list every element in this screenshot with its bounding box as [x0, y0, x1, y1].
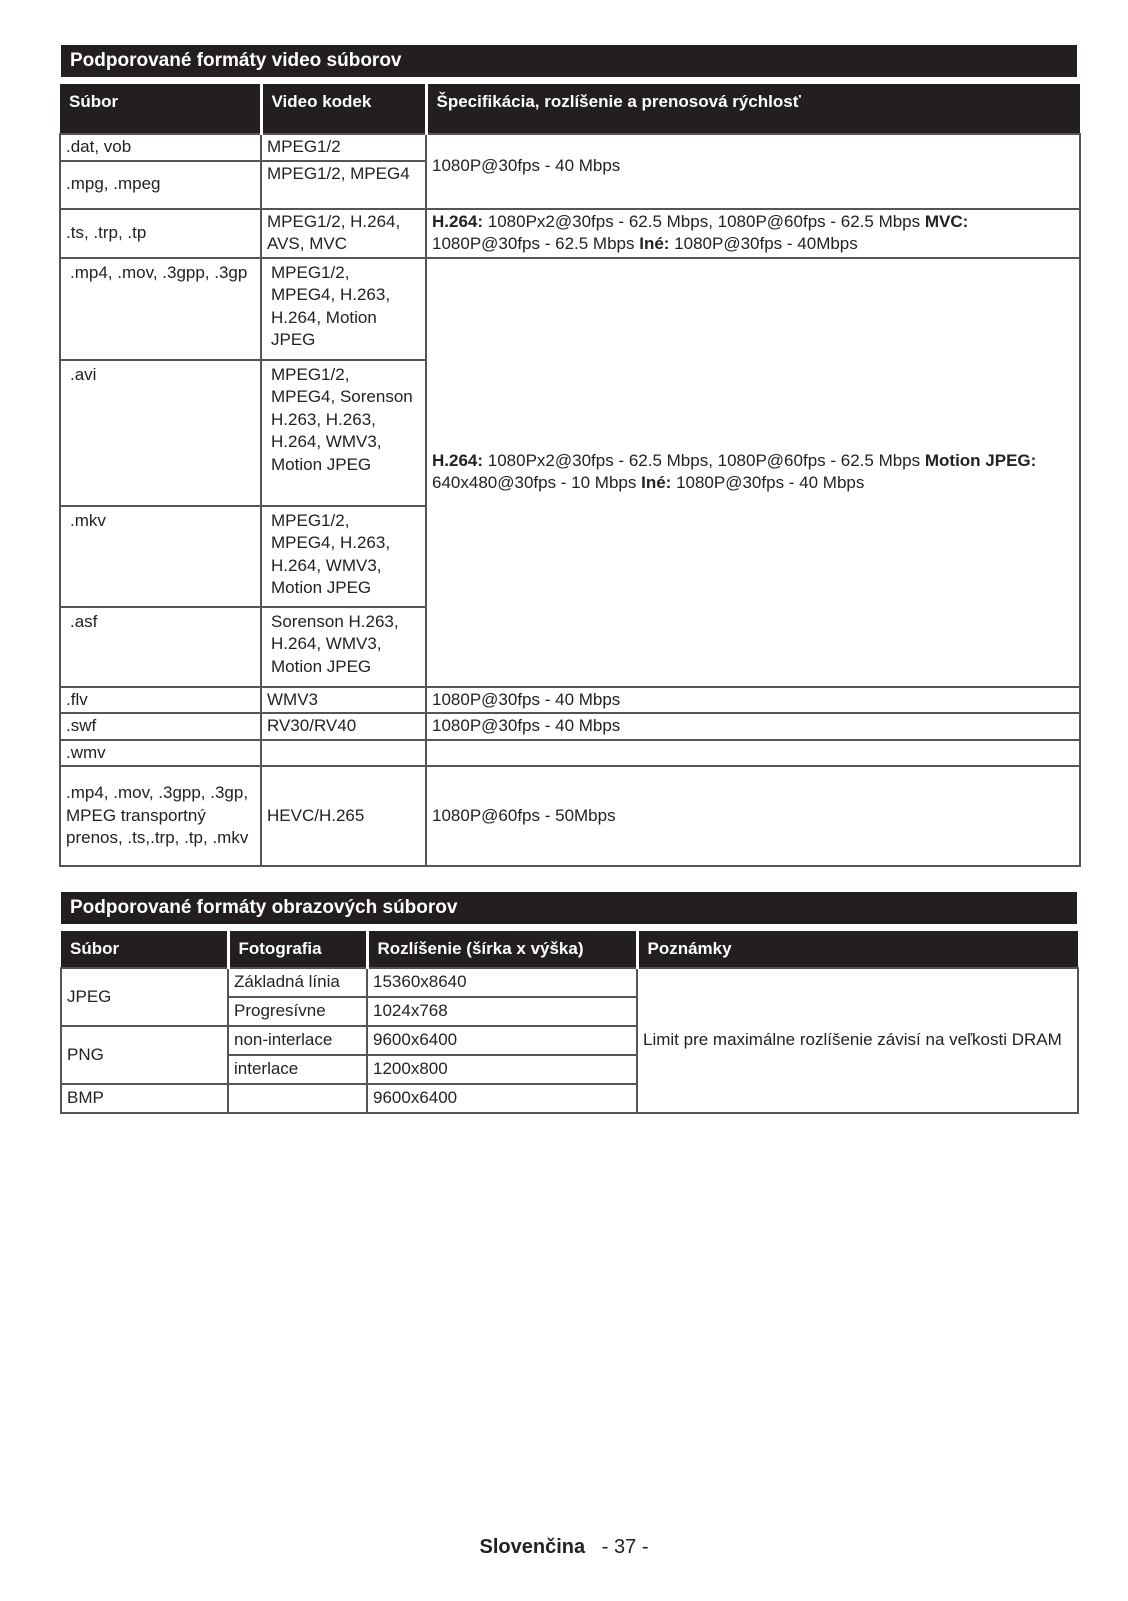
header-spec: Špecifikácia, rozlíšenie a prenosová rýchlosť	[426, 84, 1080, 134]
spec-cell: 1080P@30fps - 40 Mbps	[426, 687, 1080, 714]
file-cell: .ts, .trp, .tp	[60, 209, 261, 258]
image-formats-table	[60, 931, 1079, 1114]
spec-other-text: 1080P@30fps - 40 Mbps	[671, 473, 865, 492]
resolution-cell: 1200x800	[367, 1055, 637, 1084]
spec-other-label: Iné:	[639, 234, 670, 253]
spec-cell	[426, 740, 1080, 767]
table-row	[60, 134, 1080, 161]
file-cell: PNG	[61, 1026, 228, 1084]
codec-cell: MPEG1/2, MPEG4, Sorenson H.263, H.263, H.264, WMV3, Motion JPEG	[261, 360, 426, 506]
codec-cell: MPEG1/2, MPEG4, H.263, H.264, Motion JPEG	[261, 258, 426, 360]
spec-cell: 1080P@30fps - 40 Mbps	[426, 713, 1080, 740]
header-file: Súbor	[60, 84, 261, 134]
codec-cell: WMV3	[261, 687, 426, 714]
footer-language: Slovenčina	[479, 1536, 586, 1558]
spec-cell	[426, 258, 1080, 687]
table-row	[60, 687, 1080, 714]
file-cell: .wmv	[60, 740, 261, 767]
codec-cell: MPEG1/2, MPEG4, H.263, H.264, WMV3, Motion JPEG	[261, 506, 426, 607]
spec-h264-label: H.264:	[432, 211, 484, 231]
photo-cell: Základná línia	[228, 968, 367, 997]
header-codec: Video kodek	[261, 84, 426, 134]
video-section-title: Podporované formáty video súborov	[61, 45, 1077, 77]
photo-cell: non-interlace	[228, 1026, 367, 1055]
file-cell: .avi	[60, 360, 261, 506]
header-notes: Poznámky	[637, 931, 1078, 968]
image-header-row	[61, 931, 1078, 968]
video-formats-table	[59, 84, 1081, 867]
notes-cell: Limit pre maximálne rozlíšenie závisí na veľkosti DRAM	[637, 968, 1078, 1113]
table-row	[60, 766, 1080, 866]
codec-cell	[261, 740, 426, 767]
codec-cell: Sorenson H.263, H.264, WMV3, Motion JPEG	[261, 607, 426, 687]
spec-mvc-label: MVC:	[924, 211, 969, 231]
table-row	[61, 968, 1078, 997]
resolution-cell: 9600x6400	[367, 1084, 637, 1113]
table-row	[60, 713, 1080, 740]
page-number: - 37 -	[601, 1536, 649, 1558]
file-cell: .mkv	[60, 506, 261, 607]
header-resolution: Rozlíšenie (šírka x výška)	[367, 931, 637, 968]
table-row	[60, 209, 1080, 258]
table-row	[60, 740, 1080, 767]
photo-cell: Progresívne	[228, 997, 367, 1026]
file-cell: .mp4, .mov, .3gpp, .3gp	[60, 258, 261, 360]
spec-h264-text: 1080Px2@30fps - 62.5 Mbps, 1080P@60fps - 62.5 Mbps	[483, 211, 925, 231]
file-cell: .asf	[60, 607, 261, 687]
header-file: Súbor	[61, 931, 228, 968]
spec-cell: 1080P@60fps - 50Mbps	[426, 766, 1080, 866]
spec-other-text: 1080P@30fps - 40Mbps	[669, 234, 858, 253]
file-cell: .flv	[60, 687, 261, 714]
photo-cell: interlace	[228, 1055, 367, 1084]
codec-cell: HEVC/H.265	[261, 766, 426, 866]
spec-mjpeg-label: Motion JPEG:	[924, 450, 1037, 470]
photo-cell	[228, 1084, 367, 1113]
video-header-row	[60, 84, 1080, 134]
codec-cell: MPEG1/2, H.264, AVS, MVC	[261, 209, 426, 258]
page-footer	[0, 1536, 1128, 1559]
spec-mjpeg-text: 640x480@30fps - 10 Mbps	[432, 473, 642, 492]
codec-cell: RV30/RV40	[261, 713, 426, 740]
file-cell: JPEG	[61, 968, 228, 1026]
file-cell: .dat, vob	[60, 134, 261, 161]
file-cell: .mp4, .mov, .3gpp, .3gp, MPEG transportný prenos, .ts,.trp, .tp, .mkv	[60, 766, 261, 866]
codec-cell: MPEG1/2	[261, 134, 426, 161]
spec-cell	[426, 209, 1080, 258]
spec-h264-label: H.264:	[432, 450, 484, 470]
resolution-cell: 1024x768	[367, 997, 637, 1026]
spec-cell: 1080P@30fps - 40 Mbps	[426, 134, 1080, 209]
file-cell: .swf	[60, 713, 261, 740]
table-row	[60, 258, 1080, 360]
file-cell: .mpg, .mpeg	[60, 161, 261, 209]
spec-other-label: Iné:	[641, 473, 672, 492]
codec-cell: MPEG1/2, MPEG4	[261, 161, 426, 209]
spec-mvc-text: 1080P@30fps - 62.5 Mbps	[432, 234, 640, 253]
resolution-cell: 15360x8640	[367, 968, 637, 997]
file-cell: BMP	[61, 1084, 228, 1113]
resolution-cell: 9600x6400	[367, 1026, 637, 1055]
spec-h264-text: 1080Px2@30fps - 62.5 Mbps, 1080P@60fps - 62.5 Mbps	[483, 450, 925, 470]
header-photo: Fotografia	[228, 931, 367, 968]
image-section-title: Podporované formáty obrazových súborov	[61, 892, 1077, 924]
